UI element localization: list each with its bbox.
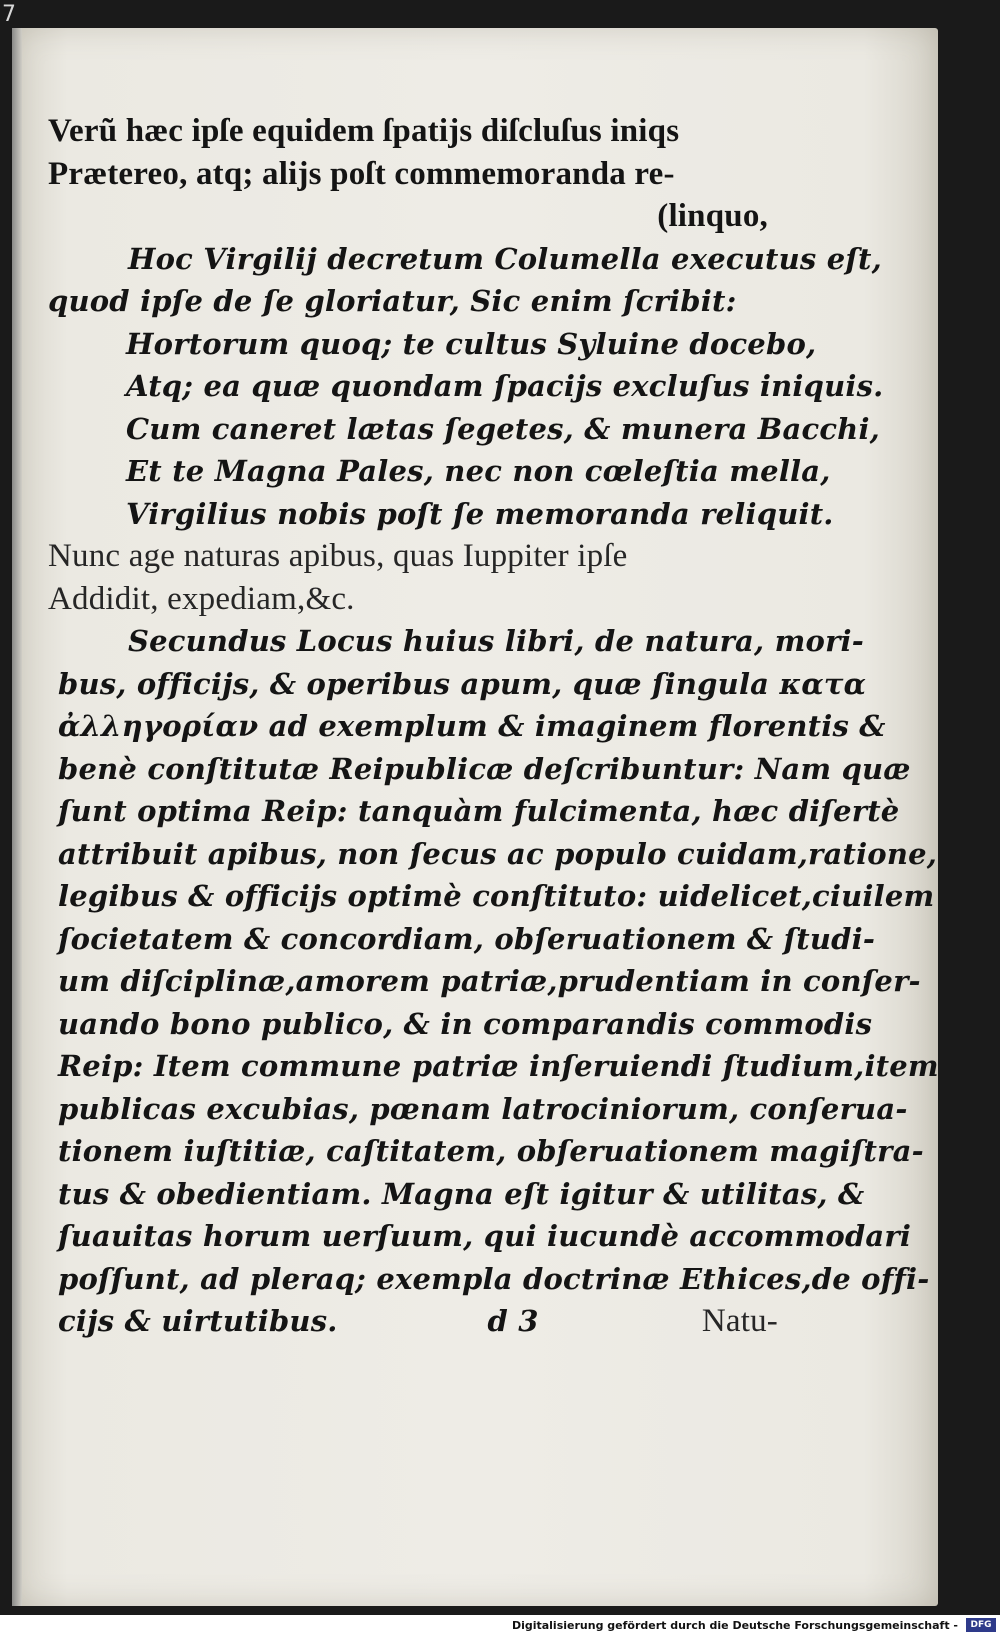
text-line: ſocietatem & concordiam, obſeruationem & ſtudi- — [58, 921, 876, 956]
text-line: Prætereo, atq; alijs poſt commemoranda re- — [48, 155, 675, 192]
text-line: ſuauitas horum uerſuum, qui iucundè accommodari — [58, 1219, 912, 1253]
text-lines — [48, 110, 939, 1300]
dfg-logo: DFG — [966, 1618, 996, 1632]
text-line: Cum caneret lætas ſegetes, & munera Bacchi, — [126, 411, 880, 446]
text-line: ἀλληγορίαν ad exemplum & imaginem florentis & — [58, 709, 886, 743]
text-line: um diſciplinæ,amorem patriæ,prudentiam in conſer- — [58, 964, 921, 998]
text-line: Hortorum quoq; te cultus Syluine docebo, — [126, 326, 817, 361]
text-line: tionem iuſtitiæ, caſtitatem, obſeruationem magiſtra- — [58, 1134, 924, 1168]
text-line: Reip: Item commune patriæ inſeruiendi ſtudium,item — [58, 1049, 939, 1083]
corner-mark: 7 — [2, 2, 16, 27]
text-line: Atq; ea quæ quondam ſpacijs excluſus iniquis. — [126, 369, 884, 403]
text-line: publicas excubias, pœnam latrociniorum, conſerua- — [58, 1091, 908, 1126]
text-line: Nunc age naturas apibus, quas Iuppiter ipſe — [48, 538, 628, 574]
text-line: ſunt optima Reip: tanquàm fulcimenta, hæc diſertè — [58, 794, 900, 828]
signature-mark: d 3 — [487, 1304, 539, 1338]
text-line: poſſunt, ad pleraq; exempla doctrinæ Ethices,de offi- — [58, 1261, 930, 1296]
text-line: Et te Magna Pales, nec non cœleſtia mella, — [126, 454, 831, 488]
text-line: Verũ hæc ipſe equidem ſpatijs diſcluſus iniqs — [48, 113, 680, 149]
text-line: Virgilius nobis poſt ſe memoranda reliquit. — [126, 496, 834, 531]
final-line-row — [48, 1300, 778, 1343]
catchword: Natu- — [701, 1303, 778, 1339]
footer-credit: Digitalisierung gefördert durch die Deutsche Forschungsgemeinschaft - — [511, 1619, 958, 1632]
text-line: Addidit, expediam,&c. — [48, 580, 355, 617]
text-line: uando bono publico, & in comparandis commodis — [58, 1006, 873, 1041]
text-line: attribuit apibus, non ſecus ac populo cuidam,ratione, — [58, 836, 938, 871]
page-binding-edge — [12, 28, 22, 1606]
text-line: tus & obedientiam. Magna eſt igitur & utilitas, & — [58, 1176, 865, 1211]
text-line: benè conſtitutæ Reipublicæ deſcribuntur: Nam quæ — [58, 751, 911, 786]
text-line: bus, officijs, & operibus apum, quæ ſingula κατα — [58, 666, 867, 701]
text-line: (linquo, — [657, 198, 768, 234]
text-line: legibus & officijs optimè conſtituto: uidelicet,ciuilem — [58, 879, 935, 913]
text-line: Secundus Locus huius libri, de natura, mori- — [128, 624, 864, 658]
page-text-block — [48, 110, 939, 1343]
last-line: cijs & uirtutibus. — [58, 1304, 338, 1338]
text-line: Hoc Virgilij decretum Columella executus eſt, — [128, 241, 882, 276]
text-line: quod ipſe de ſe gloriatur, Sic enim ſcribit: — [48, 284, 737, 318]
